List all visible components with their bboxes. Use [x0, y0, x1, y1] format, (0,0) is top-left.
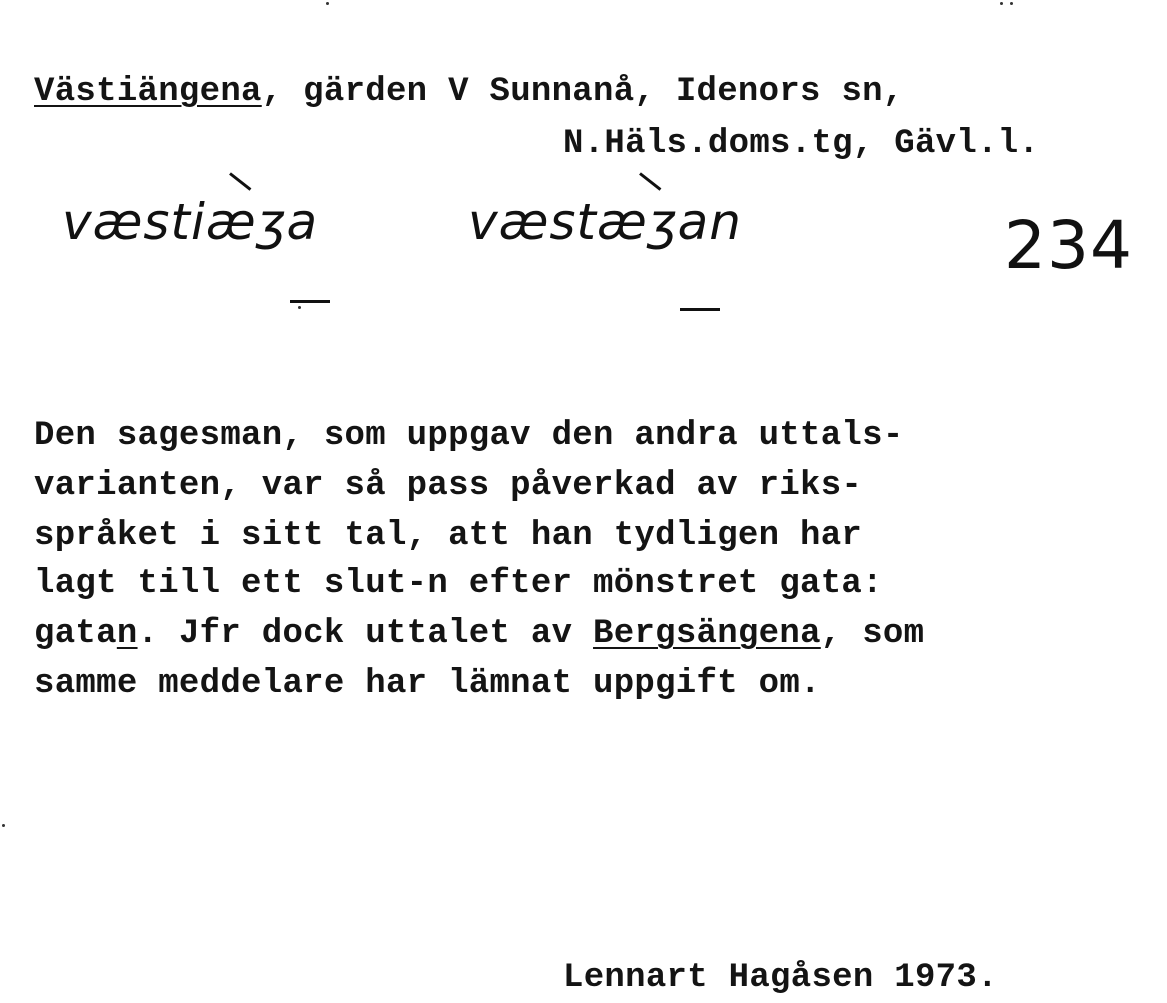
header-line-2: N.Häls.doms.tg, Gävl.l.	[563, 125, 1040, 163]
header-location: , gärden V Sunnanå, Idenors sn,	[261, 73, 904, 111]
body-line-5-mid: . Jfr dock uttalet av	[137, 615, 594, 653]
card-number: 234	[1004, 207, 1133, 284]
scan-speck	[326, 2, 329, 5]
stress-mark-1	[229, 172, 251, 190]
body-line-6: samme meddelare har lämnat uppgift om.	[34, 665, 821, 703]
body-line-5	[34, 614, 924, 654]
scan-speck	[298, 306, 301, 309]
scan-speck	[2, 824, 5, 827]
handwritten-underline-1	[290, 300, 330, 303]
pronunciation-1: væstiæʒa	[62, 193, 319, 251]
gatan-stem: gata	[34, 615, 117, 653]
signature: Lennart Hagåsen 1973.	[563, 959, 998, 997]
pronunciation-2: væstæʒan	[468, 193, 742, 251]
body-line-2: varianten, var så pass påverkad av riks-	[34, 467, 863, 505]
header-line-1	[34, 72, 904, 112]
cross-reference: Bergsängena	[593, 615, 821, 653]
body-line-3: språket i sitt tal, att han tydligen har	[34, 517, 863, 555]
stress-mark-2	[639, 172, 661, 190]
body-line-5-end: , som	[820, 615, 925, 653]
scan-speck	[1000, 2, 1003, 5]
gatan-n: n	[116, 615, 138, 653]
headword: Västiängena	[34, 73, 262, 111]
scan-speck	[1010, 2, 1013, 5]
handwritten-underline-2	[680, 308, 720, 311]
body-line-1: Den sagesman, som uppgav den andra uttals-	[34, 417, 904, 455]
body-line-4: lagt till ett slut-n efter mönstret gata:	[34, 565, 883, 603]
